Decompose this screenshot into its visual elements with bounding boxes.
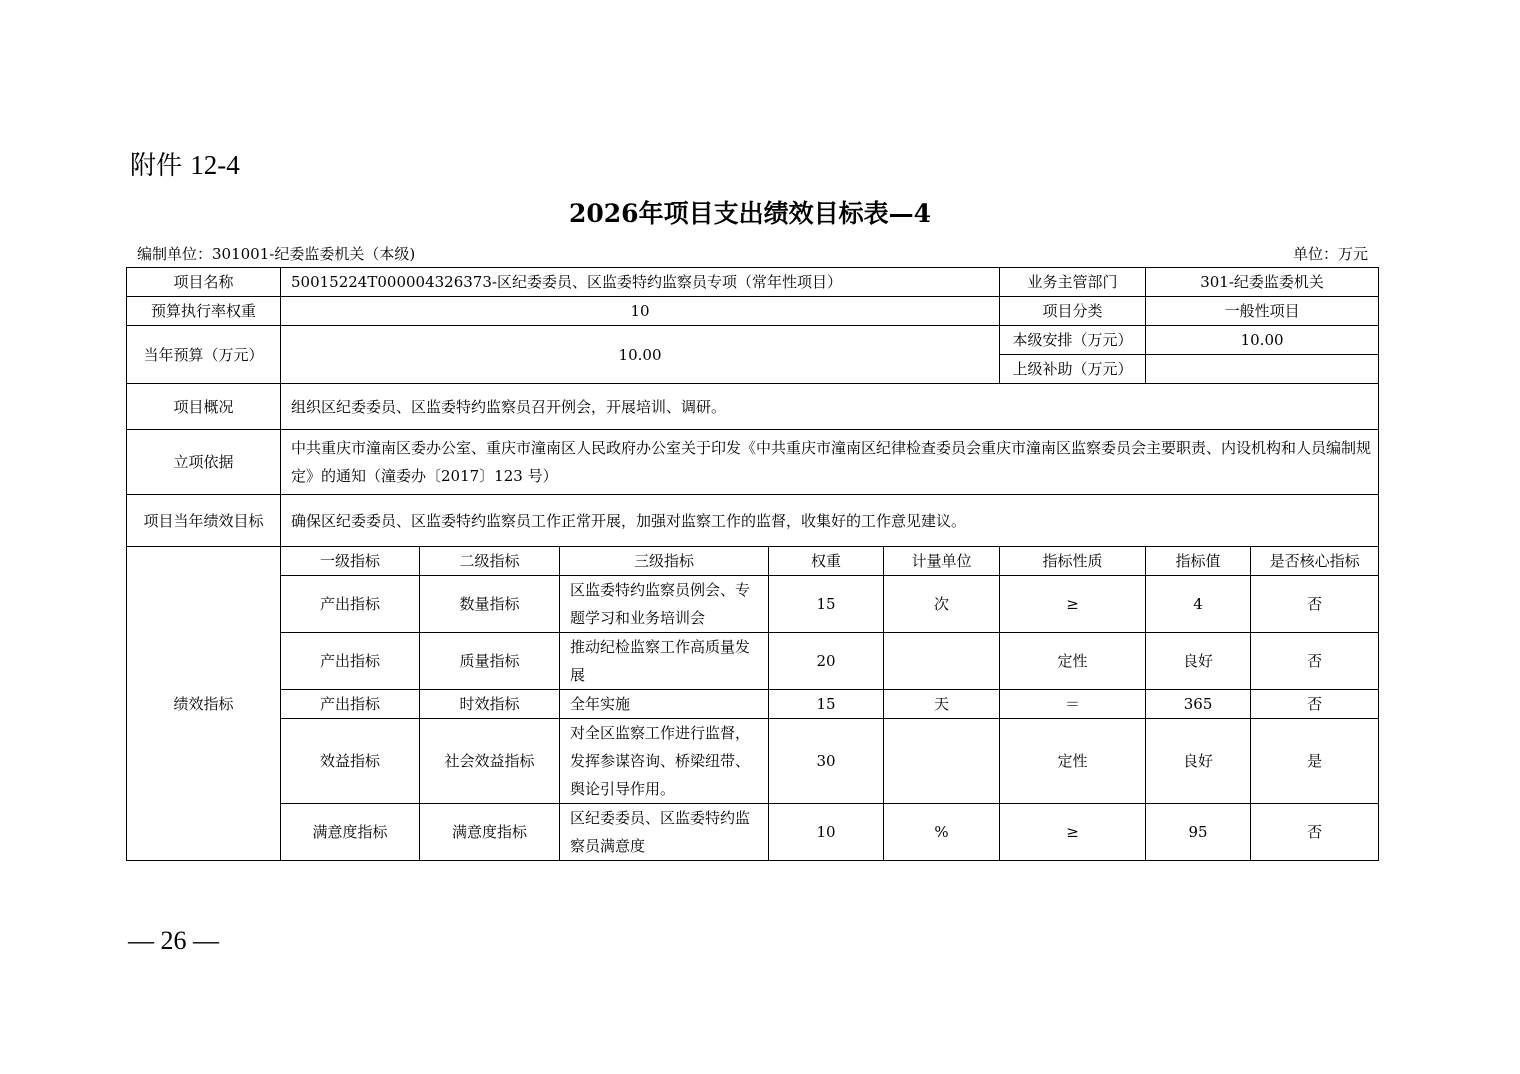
document-title: 2026年项目支出绩效目标表—4 [569, 199, 931, 228]
level2-cell: 质量指标 [420, 633, 560, 690]
unit-cell [884, 633, 1000, 690]
attachment-label [130, 145, 240, 182]
level2-cell: 数量指标 [420, 576, 560, 633]
dept-label: 业务主管部门 [1000, 268, 1146, 297]
overview-value: 组织区纪委委员、区监委特约监察员召开例会，开展培训、调研。 [281, 384, 1379, 430]
nature-cell: ＝ [1000, 690, 1146, 719]
row-budget [127, 326, 1379, 355]
weight-cell: 15 [769, 690, 884, 719]
category-label: 项目分类 [1000, 297, 1146, 326]
page-number: — 26 — [128, 926, 219, 955]
core-cell: 否 [1251, 804, 1379, 861]
value-cell: 良好 [1146, 633, 1251, 690]
value-cell: 365 [1146, 690, 1251, 719]
level3-cell: 对全区监察工作进行监督，发挥参谋咨询、桥梁纽带、舆论引导作用。 [560, 719, 769, 804]
level3-cell: 区纪委委员、区监委特约监察员满意度 [560, 804, 769, 861]
level3-cell: 推动纪检监察工作高质量发展 [560, 633, 769, 690]
budget-value: 10.00 [281, 326, 1000, 384]
core-cell: 否 [1251, 633, 1379, 690]
header-level3: 三级指标 [560, 547, 769, 576]
currency-unit: 单位：万元 [1292, 245, 1368, 263]
nature-cell: 定性 [1000, 719, 1146, 804]
header-unit: 计量单位 [884, 547, 1000, 576]
budget-label: 当年预算（万元） [127, 326, 281, 384]
table-row [127, 576, 1379, 633]
header-level2: 二级指标 [420, 547, 560, 576]
header-nature: 指标性质 [1000, 547, 1146, 576]
upper-value [1146, 355, 1379, 384]
table-row [127, 633, 1379, 690]
attachment-prefix: 附件 [130, 151, 183, 181]
header-value: 指标值 [1146, 547, 1251, 576]
header-weight: 权重 [769, 547, 884, 576]
core-cell: 否 [1251, 576, 1379, 633]
row-overview [127, 384, 1379, 430]
attachment-number: 12-4 [190, 150, 240, 180]
row-goal [127, 495, 1379, 547]
basis-value: 中共重庆市潼南区委办公室、重庆市潼南区人民政府办公室关于印发《中共重庆市潼南区纪律检查委员会重庆市潼南区监察委员会主要职责、内设机构和人员编制规定》的通知（潼委办〔2017〕123 号） [281, 430, 1379, 495]
weight-value: 10 [281, 297, 1000, 326]
overview-label: 项目概况 [127, 384, 281, 430]
header-level1: 一级指标 [281, 547, 420, 576]
row-basis [127, 430, 1379, 495]
core-cell: 否 [1251, 690, 1379, 719]
value-cell: 95 [1146, 804, 1251, 861]
level3-cell: 区监委特约监察员例会、专题学习和业务培训会 [560, 576, 769, 633]
table-row [127, 719, 1379, 804]
weight-cell: 20 [769, 633, 884, 690]
local-value: 10.00 [1146, 326, 1379, 355]
nature-cell: ≥ [1000, 576, 1146, 633]
value-cell: 4 [1146, 576, 1251, 633]
project-name-label: 项目名称 [127, 268, 281, 297]
table-row [127, 690, 1379, 719]
row-weight [127, 297, 1379, 326]
unit-cell: % [884, 804, 1000, 861]
level1-cell: 满意度指标 [281, 804, 420, 861]
dept-value: 301-纪委监委机关 [1146, 268, 1379, 297]
compiler-unit: 编制单位：301001-纪委监委机关（本级) [137, 245, 416, 263]
local-label: 本级安排（万元） [1000, 326, 1146, 355]
table-row [127, 804, 1379, 861]
level2-cell: 满意度指标 [420, 804, 560, 861]
nature-cell: ≥ [1000, 804, 1146, 861]
unit-cell [884, 719, 1000, 804]
category-value: 一般性项目 [1146, 297, 1379, 326]
value-cell: 良好 [1146, 719, 1251, 804]
project-name-value: 50015224T000004326373-区纪委委员、区监委特约监察员专项（常年性项目） [281, 268, 1000, 297]
weight-cell: 30 [769, 719, 884, 804]
level1-cell: 产出指标 [281, 576, 420, 633]
weight-cell: 10 [769, 804, 884, 861]
row-project-name [127, 268, 1379, 297]
header-core: 是否核心指标 [1251, 547, 1379, 576]
basis-label: 立项依据 [127, 430, 281, 495]
level1-cell: 产出指标 [281, 690, 420, 719]
unit-cell: 天 [884, 690, 1000, 719]
level2-cell: 时效指标 [420, 690, 560, 719]
nature-cell: 定性 [1000, 633, 1146, 690]
indicator-header-row [127, 547, 1379, 576]
level2-cell: 社会效益指标 [420, 719, 560, 804]
level1-cell: 产出指标 [281, 633, 420, 690]
unit-cell: 次 [884, 576, 1000, 633]
level3-cell: 全年实施 [560, 690, 769, 719]
upper-label: 上级补助（万元） [1000, 355, 1146, 384]
core-cell: 是 [1251, 719, 1379, 804]
weight-label: 预算执行率权重 [127, 297, 281, 326]
level1-cell: 效益指标 [281, 719, 420, 804]
weight-cell: 15 [769, 576, 884, 633]
goal-value: 确保区纪委委员、区监委特约监察员工作正常开展，加强对监察工作的监督，收集好的工作意见建议。 [281, 495, 1379, 547]
performance-table [126, 267, 1379, 861]
indicator-section-label: 绩效指标 [127, 547, 281, 861]
goal-label: 项目当年绩效目标 [127, 495, 281, 547]
